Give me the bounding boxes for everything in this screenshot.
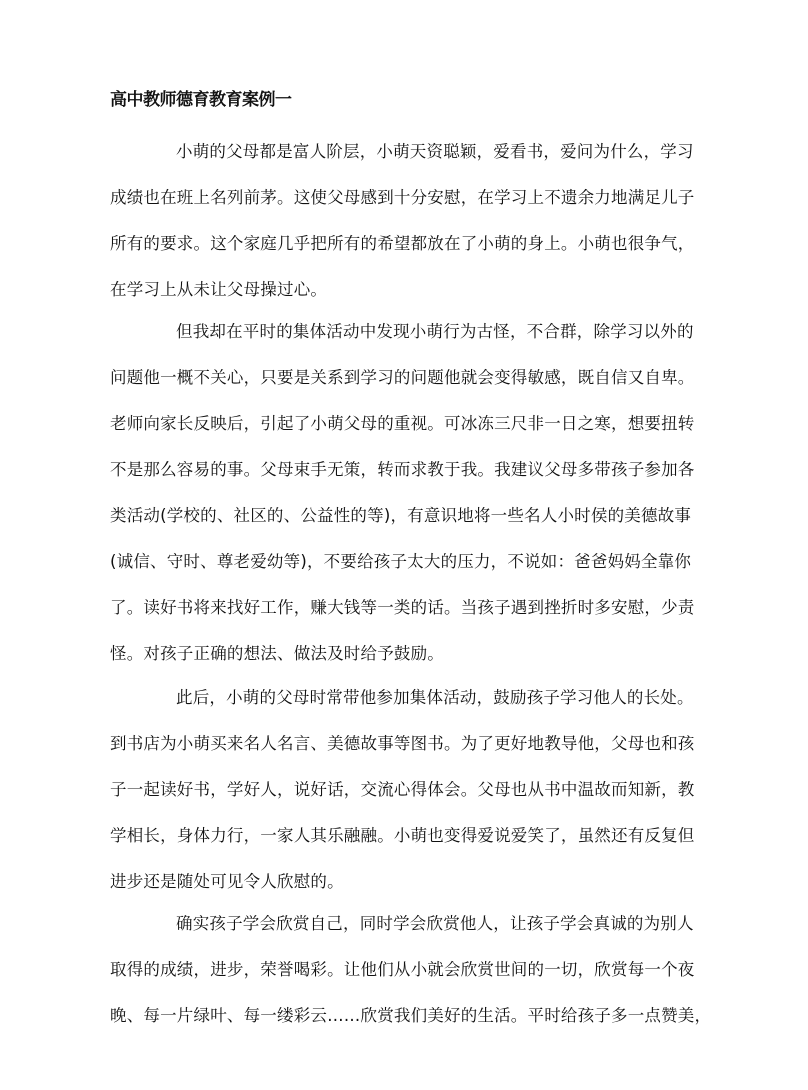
paragraph-3-line-1: 此后，小萌的父母时常带他参加集体活动，鼓励孩子学习他人的长处。	[176, 688, 694, 707]
paragraph-2-line-2: 问题他一概不关心，只要是关系到学习的问题他就会变得敏感，既自信又自卑。	[110, 368, 695, 387]
paragraph-4-line-1: 确实孩子学会欣赏自己，同时学会欣赏他人，让孩子学会真诚的为别人	[176, 914, 694, 933]
paragraph-1-line-2: 成绩也在班上名列前茅。这使父母感到十分安慰，在学习上不遗余力地满足儿子	[110, 188, 695, 207]
paragraph-4-line-3: 晚、每一片绿叶、每一缕彩云……欣赏我们美好的生活。平时给孩子多一点赞美，	[110, 1006, 712, 1025]
document-title: 高中教师德育教育案例一	[110, 90, 292, 110]
paragraph-2-line-3: 老师向家长反映后，引起了小萌父母的重视。可冰冻三尺非一日之寒，想要扭转	[110, 414, 695, 433]
paragraph-3-line-5: 进步还是随处可见令人欣慰的。	[110, 872, 344, 891]
paragraph-4-line-2: 取得的成绩，进步，荣誉喝彩。让他们从小就会欣赏世间的一切，欣赏每一个夜	[110, 960, 695, 979]
paragraph-2-line-5: 类活动(学校的、社区的、公益性的等)，有意识地将一些名人小时侯的美德故事	[110, 506, 692, 525]
paragraph-2-line-4: 不是那么容易的事。父母束手无策，转而求教于我。我建议父母多带孩子参加各	[110, 460, 695, 479]
paragraph-3-line-2: 到书店为小萌买来名人名言、美德故事等图书。为了更好地教导他，父母也和孩	[110, 734, 695, 753]
paragraph-2-line-7: 了。读好书将来找好工作，赚大钱等一类的话。当孩子遇到挫折时多安慰，少责	[110, 598, 695, 617]
paragraph-2-line-1: 但我却在平时的集体活动中发现小萌行为古怪，不合群，除学习以外的	[176, 322, 694, 341]
paragraph-1-line-3: 所有的要求。这个家庭几乎把所有的希望都放在了小萌的身上。小萌也很争气，	[110, 234, 695, 253]
paragraph-1-line-1: 小萌的父母都是富人阶层，小萌天资聪颖，爱看书，爱问为什么，学习	[176, 142, 694, 161]
paragraph-1-line-4: 在学习上从未让父母操过心。	[110, 280, 328, 299]
paragraph-3-line-3: 子一起读好书，学好人，说好话，交流心得体会。父母也从书中温故而知新，教	[110, 780, 695, 799]
paragraph-2-line-6: (诚信、守时、尊老爱幼等)，不要给孩子太大的压力，不说如：爸爸妈妈全靠你	[110, 552, 692, 571]
paragraph-3-line-4: 学相长，身体力行，一家人其乐融融。小萌也变得爱说爱笑了，虽然还有反复但	[110, 826, 695, 845]
paragraph-2-line-8: 怪。对孩子正确的想法、做法及时给予鼓励。	[110, 644, 444, 663]
